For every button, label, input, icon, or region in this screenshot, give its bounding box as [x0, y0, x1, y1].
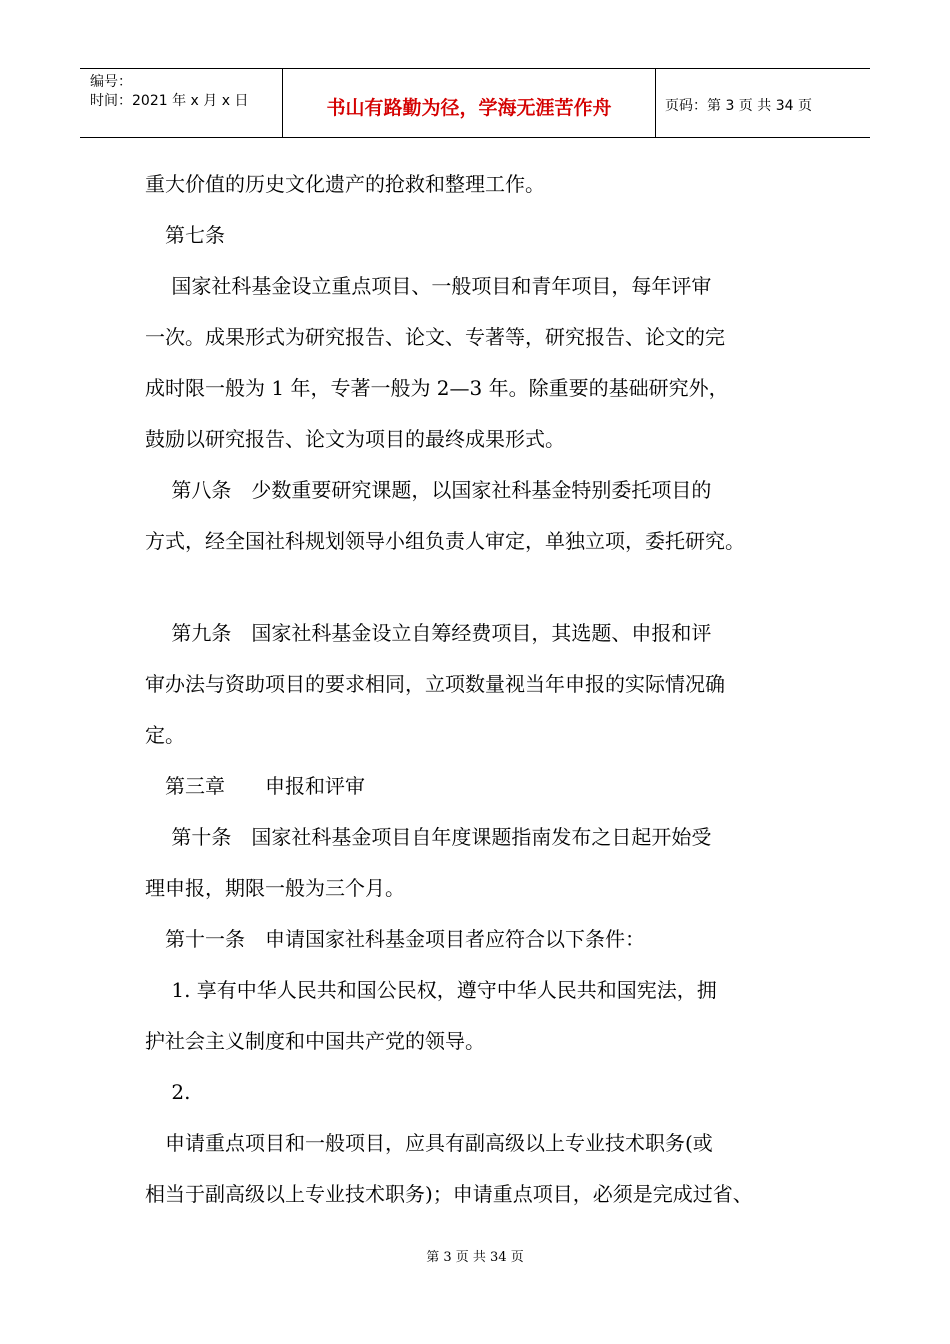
list-item: 2. [145, 1080, 191, 1104]
body-line: 申请重点项目和一般项目，应具有副高级以上专业技术职务(或 [145, 1131, 713, 1155]
header-motto-cell [282, 69, 656, 137]
body-line: 第八条 少数重要研究课题，以国家社科基金特别委托项目的 [145, 478, 712, 502]
chapter-heading: 第三章 申报和评审 [145, 774, 365, 798]
body-line: 审办法与资助项目的要求相同，立项数量视当年申报的实际情况确 [145, 672, 725, 696]
body-line: 重大价值的历史文化遗产的抢救和整理工作。 [145, 172, 545, 196]
header-page-cell [655, 69, 870, 137]
body-line: 第十一条 申请国家社科基金项目者应符合以下条件： [145, 927, 645, 951]
body-line: 护社会主义制度和中国共产党的领导。 [145, 1029, 485, 1053]
body-line: 鼓励以研究报告、论文为项目的最终成果形式。 [145, 427, 565, 451]
body-line: 相当于副高级以上专业技术职务)；申请重点项目，必须是完成过省、 [145, 1182, 753, 1206]
body-line: 方式，经全国社科规划领导小组负责人审定，单独立项，委托研究。 [145, 529, 745, 553]
paragraph-continuation [145, 159, 813, 567]
paragraph-article-9 [145, 608, 813, 1220]
list-item: 1. 享有中华人民共和国公民权，遵守中华人民共和国宪法，拥 [145, 978, 717, 1002]
body-line: 第十条 国家社科基金项目自年度课题指南发布之日起开始受 [145, 825, 712, 849]
body-line: 成时限一般为 1 年，专著一般为 2—3 年。除重要的基础研究外， [145, 376, 729, 400]
body-line: 一次。成果形式为研究报告、论文、专著等，研究报告、论文的完 [145, 325, 725, 349]
header-motto: 书山有路勤为径，学海无涯苦作舟 [326, 97, 612, 119]
body-line: 国家社科基金设立重点项目、一般项目和青年项目，每年评审 [145, 274, 712, 298]
article-heading: 第七条 [145, 223, 225, 247]
page-header [80, 68, 870, 138]
body-line: 理申报，期限一般为三个月。 [145, 876, 405, 900]
doc-time-label: 时间：2021 年 x 月 x 日 [90, 93, 249, 109]
doc-number-label: 编号： [90, 74, 132, 90]
header-page-info: 页码：第 3 页 共 34 页 [665, 98, 812, 114]
body-line: 第九条 国家社科基金设立自筹经费项目，其选题、申报和评 [145, 621, 712, 645]
body-line: 定。 [145, 723, 185, 747]
header-meta [80, 69, 282, 137]
page-footer: 第 3 页 共 34 页 [426, 1250, 524, 1265]
